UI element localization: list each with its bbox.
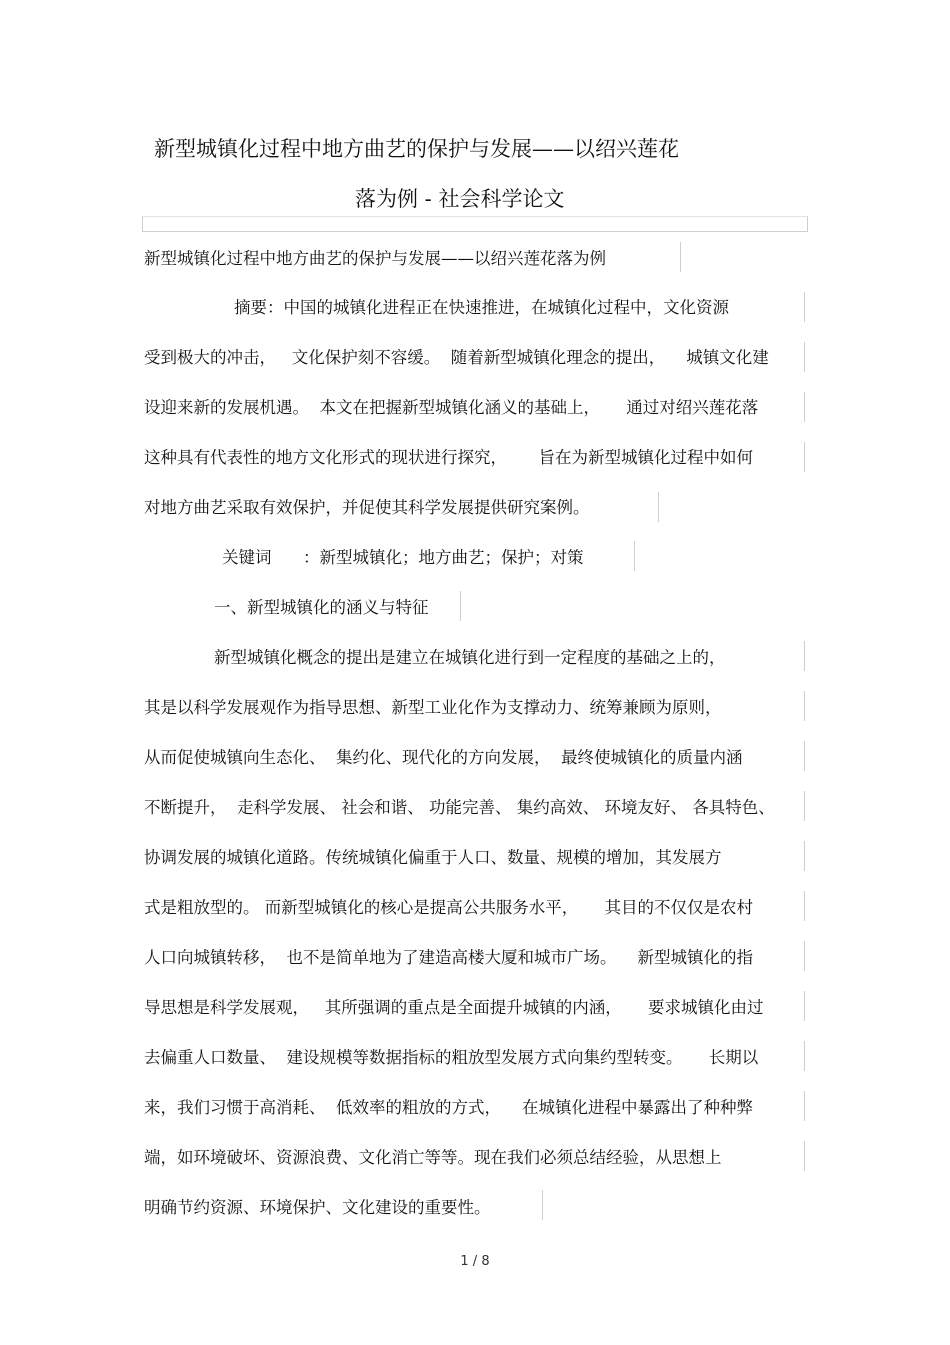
title-divider bbox=[142, 216, 808, 232]
document-title-line-2: 落为例 - 社会科学论文 bbox=[355, 187, 565, 211]
line-border bbox=[542, 1190, 543, 1220]
margin-mark bbox=[804, 991, 805, 1021]
margin-mark bbox=[804, 1041, 805, 1071]
body-line-4: 不断提升， 走科学发展、 社会和谐、 功能完善、 集约高效、 环境友好、 各具特色、 bbox=[144, 798, 775, 817]
line-border bbox=[658, 492, 659, 522]
body-line-9: 去偏重人口数量、 建设规模等数据指标的粗放型发展方式向集约型转变。 长期以 bbox=[144, 1048, 759, 1067]
document-title-line-1: 新型城镇化过程中地方曲艺的保护与发展——以绍兴莲花 bbox=[154, 137, 679, 161]
margin-mark bbox=[804, 1141, 805, 1171]
body-line-12: 明确节约资源、环境保护、文化建设的重要性。 bbox=[144, 1198, 491, 1217]
page-indicator: 1 / 8 bbox=[460, 1254, 490, 1269]
body-line-1: 新型城镇化概念的提出是建立在城镇化进行到一定程度的基础之上的， bbox=[214, 648, 726, 667]
margin-mark bbox=[804, 791, 805, 821]
line-border bbox=[460, 591, 461, 621]
body-line-7: 人口向城镇转移， 也不是简单地为了建造高楼大厦和城市广场。 新型城镇化的指 bbox=[144, 948, 753, 967]
margin-mark bbox=[804, 691, 805, 721]
abstract-line-3: 设迎来新的发展机遇。 本文在把握新型城镇化涵义的基础上， 通过对绍兴莲花落 bbox=[144, 398, 759, 417]
body-line-6: 式是粗放型的。 而新型城镇化的核心是提高公共服务水平， 其目的不仅仅是农村 bbox=[144, 898, 753, 917]
abstract-line-2: 受到极大的冲击， 文化保护刻不容缓。 随着新型城镇化理念的提出， 城镇文化建 bbox=[144, 348, 769, 367]
margin-mark bbox=[804, 1091, 805, 1121]
margin-mark bbox=[804, 442, 805, 472]
keywords-line: 关键词 ：新型城镇化；地方曲艺；保护；对策 bbox=[222, 548, 584, 567]
abstract-line-1: 摘要：中国的城镇化进程正在快速推进，在城镇化过程中，文化资源 bbox=[234, 298, 729, 317]
margin-mark bbox=[804, 741, 805, 771]
margin-mark bbox=[804, 941, 805, 971]
body-line-3: 从而促使城镇向生态化、 集约化、现代化的方向发展， 最终使城镇化的质量内涵 bbox=[144, 748, 743, 767]
margin-mark bbox=[804, 641, 805, 671]
body-line-8: 导思想是科学发展观， 其所强调的重点是全面提升城镇的内涵， 要求城镇化由过 bbox=[144, 998, 764, 1017]
abstract-line-4: 这种具有代表性的地方文化形式的现状进行探究， 旨在为新型城镇化过程中如何 bbox=[144, 448, 753, 467]
body-line-11: 端，如环境破坏、资源浪费、文化消亡等等。现在我们必须总结经验，从思想上 bbox=[144, 1148, 722, 1167]
margin-mark bbox=[804, 392, 805, 422]
subtitle-line: 新型城镇化过程中地方曲艺的保护与发展——以绍兴莲花落为例 bbox=[144, 249, 606, 268]
margin-mark bbox=[804, 891, 805, 921]
body-line-10: 来，我们习惯于高消耗、 低效率的粗放的方式， 在城镇化进程中暴露出了种种弊 bbox=[144, 1098, 753, 1117]
section-heading: 一、新型城镇化的涵义与特征 bbox=[214, 598, 429, 617]
body-line-2: 其是以科学发展观作为指导思想、新型工业化作为支撑动力、统筹兼顾为原则， bbox=[144, 698, 722, 717]
body-line-5: 协调发展的城镇化道路。传统城镇化偏重于人口、数量、规模的增加，其发展方 bbox=[144, 848, 722, 867]
margin-mark bbox=[804, 292, 805, 322]
margin-mark bbox=[804, 342, 805, 372]
line-border bbox=[680, 242, 681, 272]
abstract-line-5: 对地方曲艺采取有效保护，并促使其科学发展提供研究案例。 bbox=[144, 498, 590, 517]
margin-mark bbox=[804, 841, 805, 871]
line-border bbox=[634, 541, 635, 571]
